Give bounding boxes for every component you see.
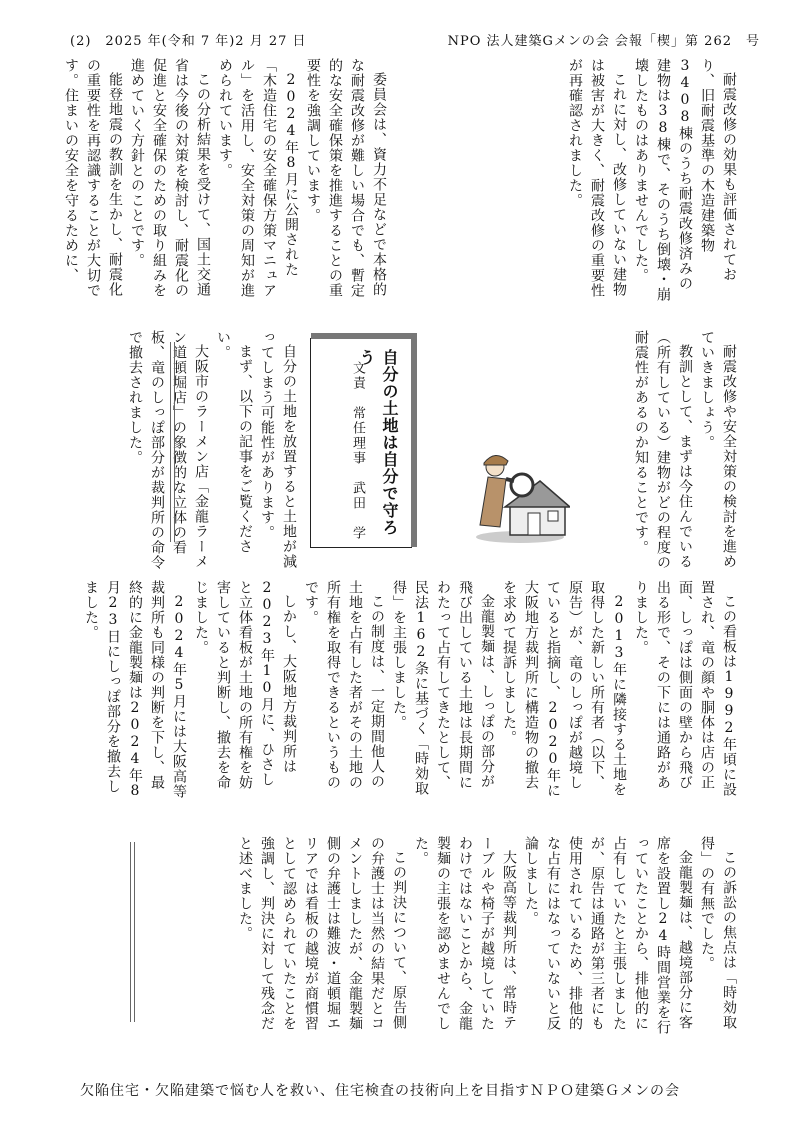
noto-article-body [60, 58, 390, 302]
paragraph: 大阪市のラーメン店「金龍ラーメン道頓堀店」の象徴的な立体の看板、竜のしっぽ部分が裁判所の命令で撤去されました。 [127, 330, 209, 570]
paragraph: 金龍製麺は、越境部分に客席を設置し24時間営業を行っていたことから、排他的に占有していたと主張しましたが、原告は通路が第三者にも使用されているため、排他的な占有にはなっていないと反論しました。 [523, 836, 693, 1035]
paragraph: 能登地震の教訓を生かし、耐震化の重要性を再認識することが大切です。住まいの安全を守るために、 [63, 58, 123, 298]
quote-divider [170, 342, 175, 542]
quote-divider [130, 842, 135, 1022]
paragraph: 教訓として、まずは今住んでいる（所有している）建物がどの程度の耐震性があるのか知ることです。 [633, 330, 693, 570]
paragraph: これに対し、改修していない建物は被害が大きく、耐震改修の重要性が再確認されました。 [567, 58, 627, 298]
paragraph: まず、以下の記事をご覧ください。 [215, 330, 253, 554]
newsletter-name: NPO 法人建築Gメンの会 会報「楔」第 262 号 [447, 34, 760, 49]
paragraph: 自分の土地を放置すると土地が減ってしまう可能性があります。 [259, 330, 297, 569]
paragraph: 大阪高等裁判所は、常時テーブルや椅子が越境していたわけではないことから、金龍製麺の主張を認めませんでした。 [413, 836, 517, 1031]
noto-article-continuation [567, 58, 740, 302]
issue-date: (2) 2025 年(令和 7 年)2 月 27 日 [70, 34, 307, 49]
paragraph: この判決について、原告側の弁護士は当然の結果だとコメントしましたが、金龍製麺側の弁護士は難波・道頓堀エリアでは看板の越境が商慣習として認められていたことを強調し、判決に対して残念だと述べました。 [237, 836, 407, 1031]
paragraph: 2024年8月に公開された「木造住宅の安全確保方策マニュアル」を活用し、安全対策の周知が進められています。 [217, 58, 299, 298]
paragraph: この訴訟の焦点は「時効取得」の有無でした。 [699, 836, 737, 1030]
paragraph: 金龍製麺は、しっぽの部分が飛び出している土地は長期間にわたって占有してきたとして、民法162条に基づく「時効取得」を主張しました。 [391, 580, 495, 796]
article-title-box [310, 338, 412, 548]
article-case-details [60, 580, 740, 800]
paragraph: この制度は、一定期間他人の土地を占有した者がその土地の所有権を取得できるというものです。 [303, 580, 385, 790]
paragraph: 2013年に隣接する土地を取得した新しい所有者（以下、原告）が、竜のしっぽが越境していると指摘し、2020年に大阪地方裁判所に構造物の撤去を求めて提訴しました。 [501, 580, 627, 798]
article-intro [60, 330, 300, 580]
paragraph: この分析結果を受けて、国土交通省は今後の対策を検討し、耐震化の促進と安全確保のための取り組みを進めていく方針とのことです。 [129, 58, 211, 298]
paragraph: この看板は1992年頃に設置され、竜の顔や胴体は店の正面、しっぽは側面の壁から飛び出る形で、その下には通路がありました。 [633, 580, 737, 797]
article-title: 自分の土地は自分で守ろう [357, 349, 399, 536]
article-author: 文責 常任理事 武田 学 [350, 361, 365, 541]
article-case-ruling [60, 836, 740, 1036]
footer-slogan: 欠陥住宅・欠陥建築で悩む人を救い、住宅検査の技術向上を目指すＮＰＯ建築Ｇメンの会 [80, 1083, 680, 1099]
noto-article-conclusion [590, 330, 740, 580]
paragraph: しかし、大阪地方裁判所は2023年10月に、ひさしと立体看板が土地の所有権を妨害していると判断し、撤去を命じました。 [193, 580, 297, 790]
detective-magnifier-house-icon [470, 445, 570, 545]
paragraph: 耐震改修の効果も評価されており、旧耐震基準の木造建築物3408棟のうち耐震改修済みの建物は38棟で、そのうち倒壊・崩壊したものはありませんでした。 [633, 58, 737, 302]
paragraph: 2024年5月には大阪高等裁判所も同様の判断を下し、最終的に金龍製麺は2024年8月23日にしっぽ部分を撤去しました。 [83, 580, 187, 800]
page-header [70, 30, 760, 52]
paragraph: 委員会は、資力不足などで本格的な耐震改修が難しい場合でも、暫定的な安全確保策を推進することの重要性を強調しています。 [305, 58, 387, 298]
paragraph: 耐震改修や安全対策の検討を進めていきましょう。 [699, 330, 737, 569]
